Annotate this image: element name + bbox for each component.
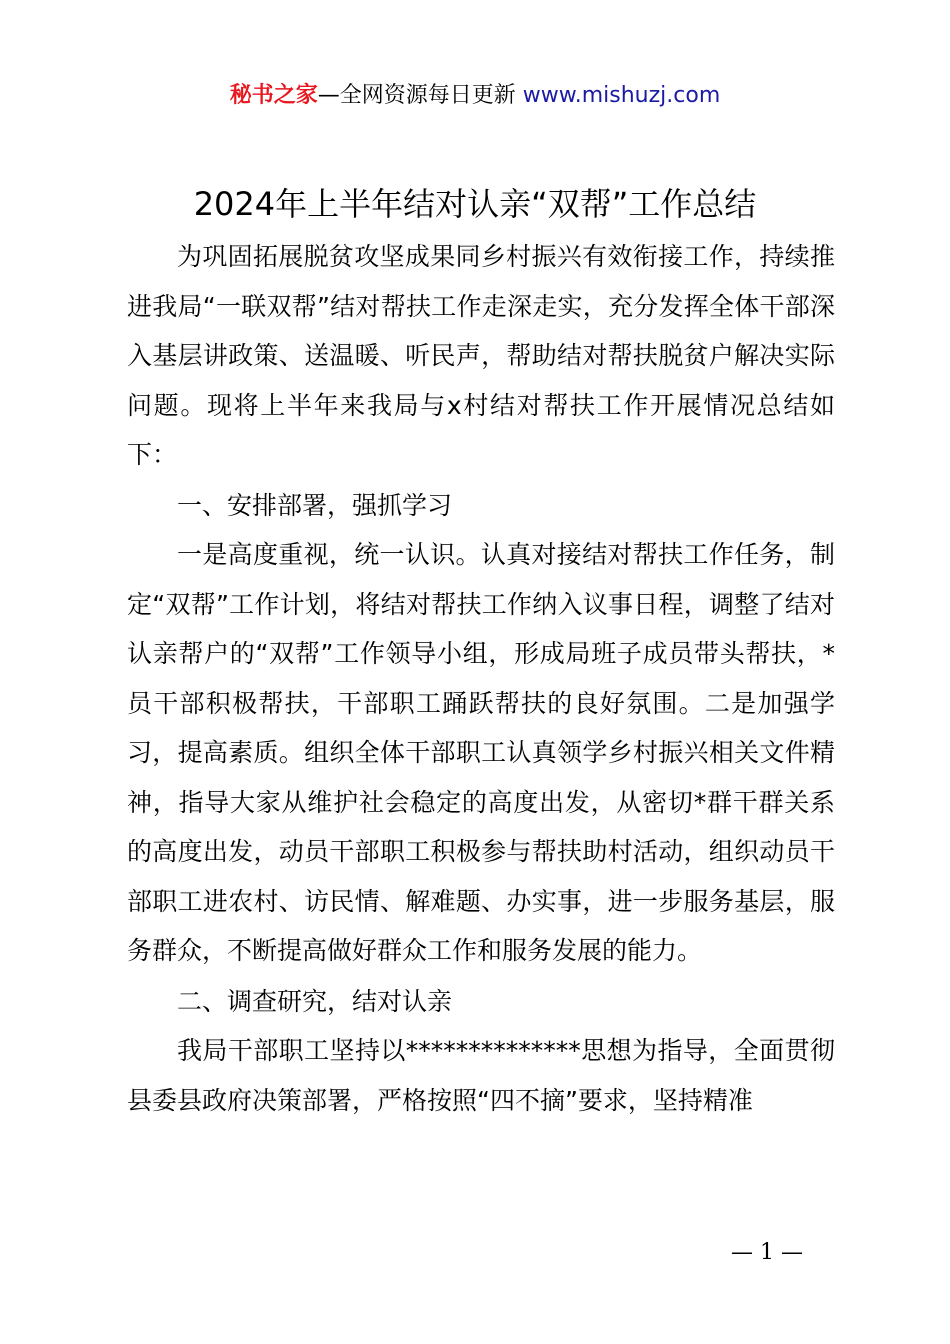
section-2-paragraph: 我局干部职工坚持以**************思想为指导，全面贯彻县委县政府决策部署，严格按照“四不摘”要求，坚持精准	[127, 1036, 835, 1115]
site-tagline: —全网资源每日更新	[317, 83, 523, 108]
section-heading-1: 一、安排部署，强抓学习	[177, 490, 453, 520]
site-brand: 秘书之家	[229, 83, 318, 108]
page-number: — 1 —	[731, 1240, 803, 1265]
site-url-link[interactable]: www.mishuzj.com	[522, 83, 721, 108]
site-banner	[0, 80, 950, 112]
intro-paragraph: 为巩固拓展脱贫攻坚成果同乡村振兴有效衔接工作，持续推进我局“一联双帮”结对帮扶工作走深走实，充分发挥全体干部深入基层讲政策、送温暖、听民声，帮助结对帮扶脱贫户解决实际问题。现将上半年来我局与x村结对帮扶工作开展情况总结如下：	[127, 242, 835, 469]
section-1-paragraph: 一是高度重视，统一认识。认真对接结对帮扶工作任务，制定“双帮”工作计划，将结对帮扶工作纳入议事日程，调整了结对认亲帮户的“双帮”工作领导小组，形成局班子成员带头帮扶，*员干部积极帮扶，干部职工踊跃帮扶的良好氛围。二是加强学习，提高素质。组织全体干部职工认真领学乡村振兴相关文件精神，指导大家从维护社会稳定的高度出发，从密切*群干群关系的高度出发，动员干部职工积极参与帮扶助村活动，组织动员干部职工进农村、访民情、解难题、办实事，进一步服务基层，服务群众，不断提高做好群众工作和服务发展的能力。	[127, 540, 835, 965]
document-title: 2024年上半年结对认亲“双帮”工作总结	[193, 185, 757, 223]
section-heading-2: 二、调查研究，结对认亲	[177, 986, 453, 1016]
document-body	[127, 232, 835, 1125]
